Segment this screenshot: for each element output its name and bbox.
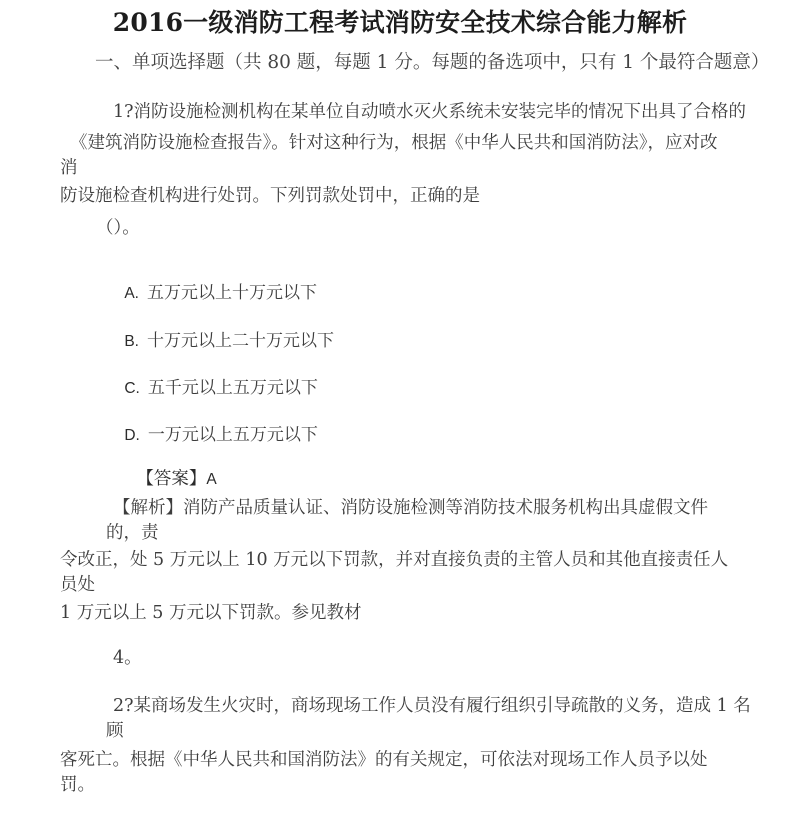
option-c-label: 五千元以上五万元以下: [147, 378, 318, 398]
option-b-letter: B.: [124, 333, 139, 350]
option-a-label: 五万元以上十万元以下: [147, 283, 317, 303]
option-c[interactable]: [104, 364, 318, 413]
question-2-stem-line-3: 客死亡。根据《中华人民共和国消防法》的有关规定，可依法对现场工作人员予以处: [60, 750, 708, 770]
analysis-line-1: 【解析】消防产品质量认证、消防设施检测等消防技术服务机构出具虚假文件: [113, 498, 708, 518]
option-d-letter: D.: [124, 427, 140, 444]
analysis-line-3: 令改正，处 5 万元以上 10 万元以下罚款，并对直接负责的主管人员和其他直接责任人: [60, 550, 729, 570]
answer-label: 【答案】: [136, 469, 207, 489]
question-2-stem-line-2: 顾: [106, 721, 124, 741]
option-a[interactable]: [104, 269, 317, 318]
question-1-stem-line-2: 《建筑消防设施检查报告》。针对这种行为，根据《中华人民共和国消防法》，应对改: [70, 133, 718, 153]
answer-value: A: [206, 471, 217, 488]
option-d[interactable]: [104, 411, 318, 460]
option-b-label: 十万元以上二十万元以下: [147, 331, 334, 351]
question-2-stem-line-4: 罚。: [60, 775, 95, 795]
option-a-letter: A.: [124, 285, 139, 302]
question-1-stem-line-3: 消: [60, 158, 78, 178]
option-d-label: 一万元以上五万元以下: [147, 425, 318, 445]
section-heading: 一、单项选择题（共 80 题，每题 1 分。每题的备选项中，只有 1 个最符合题意）: [95, 52, 770, 73]
analysis-line-5: 1 万元以上 5 万元以下罚款。参见教材: [60, 603, 362, 623]
page-title: 2016一级消防工程考试消防安全技术综合能力解析: [112, 8, 688, 37]
analysis-line-6: 4。: [113, 648, 142, 668]
analysis-line-4: 员处: [60, 575, 95, 595]
question-1-stem-line-4: 防设施检查机构进行处罚。下列罚款处罚中，正确的是: [60, 186, 480, 206]
analysis-line-2: 的，责: [106, 523, 159, 543]
option-b[interactable]: [104, 317, 334, 366]
question-1-stem-line-5: （）。: [96, 218, 140, 238]
option-c-letter: C.: [124, 380, 140, 397]
question-1-stem-line-1: 1?消防设施检测机构在某单位自动喷水灭火系统未安装完毕的情况下出具了合格的: [113, 102, 747, 122]
question-2-stem-line-1: 2?某商场发生火灾时，商场现场工作人员没有履行组织引导疏散的义务，造成 1 名: [113, 696, 751, 716]
